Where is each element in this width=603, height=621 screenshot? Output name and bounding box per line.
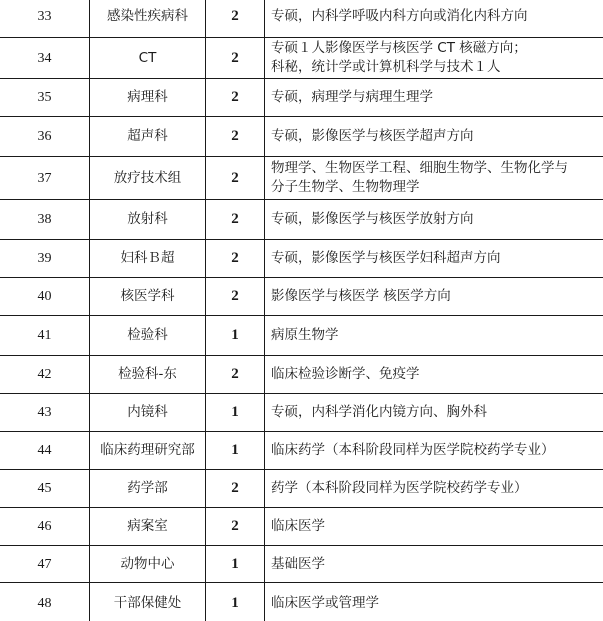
requirement-line: 临床药学（本科阶段同样为医学院校药学专业） [271,442,555,458]
department-name: 干部保健处 [90,583,206,621]
hire-count: 2 [206,240,265,278]
requirement-line: 分子生物学、生物物理学 [271,179,420,195]
table-row [0,38,603,79]
table-row [0,278,603,316]
table-row [0,157,603,200]
row-number: 33 [0,0,90,38]
table-row [0,0,603,38]
row-number: 42 [0,356,90,394]
row-number: 37 [0,157,90,200]
row-number: 48 [0,583,90,621]
major-requirement [265,583,603,621]
major-requirement [265,38,603,79]
department-name: 病案室 [90,508,206,546]
requirement-line: 影像医学与核医学 核医学方向 [271,288,451,304]
major-requirement [265,316,603,356]
requirement-line: 药学（本科阶段同样为医学院校药学专业） [271,480,528,496]
major-requirement [265,432,603,470]
major-requirement [265,508,603,546]
table-row [0,470,603,508]
hire-count: 2 [206,470,265,508]
department-name: 药学部 [90,470,206,508]
table-row [0,316,603,356]
major-requirement [265,200,603,240]
table-row [0,200,603,240]
row-number: 43 [0,394,90,432]
requirement-line: 物理学、生物医学工程、细胞生物学、生物化学与 [271,160,568,176]
table-row [0,583,603,621]
requirement-line: 临床医学 [271,518,325,534]
department-name: 核医学科 [90,278,206,316]
row-number: 46 [0,508,90,546]
requirement-line: 专硕，影像医学与核医学放射方向 [271,211,474,227]
department-name: 超声科 [90,117,206,157]
hire-count: 2 [206,0,265,38]
hire-count: 1 [206,394,265,432]
major-requirement [265,356,603,394]
table-row [0,508,603,546]
major-requirement [265,0,603,38]
table-row [0,432,603,470]
department-name: 临床药理研究部 [90,432,206,470]
table-row [0,356,603,394]
table-row [0,394,603,432]
row-number: 47 [0,546,90,583]
table-row [0,79,603,117]
row-number: 39 [0,240,90,278]
hire-count: 2 [206,117,265,157]
requirement-line: 专硕，病理学与病理生理学 [271,89,433,105]
hire-count: 1 [206,316,265,356]
department-name: 病理科 [90,79,206,117]
requirement-line: 专硕，内科学消化内镜方向、胸外科 [271,404,487,420]
hire-count: 2 [206,200,265,240]
requirement-line: 临床医学或管理学 [271,595,379,611]
row-number: 40 [0,278,90,316]
department-name: 放射科 [90,200,206,240]
requirement-line: 临床检验诊断学、免疫学 [271,366,420,382]
requirement-line: 专硕，影像医学与核医学超声方向 [271,128,474,144]
hire-count: 2 [206,157,265,200]
major-requirement [265,157,603,200]
major-requirement [265,117,603,157]
row-number: 34 [0,38,90,79]
department-name: 检验科-东 [90,356,206,394]
hire-count: 1 [206,546,265,583]
hire-count: 1 [206,432,265,470]
requirement-line: 基础医学 [271,555,325,572]
table-row [0,117,603,157]
requirement-line: 专硕，内科学呼吸内科方向或消化内科方向 [271,7,528,24]
row-number: 36 [0,117,90,157]
table-row [0,240,603,278]
table-row [0,546,603,583]
hire-count: 2 [206,356,265,394]
hire-count: 2 [206,508,265,546]
major-requirement [265,546,603,583]
major-requirement [265,278,603,316]
requirement-line: 病原生物学 [271,327,339,343]
row-number: 45 [0,470,90,508]
major-requirement [265,470,603,508]
department-name: 妇科Ｂ超 [90,240,206,278]
row-number: 35 [0,79,90,117]
row-number: 38 [0,200,90,240]
department-name: 感染性疾病科 [90,0,206,38]
department-name: CT [90,38,206,79]
department-name: 检验科 [90,316,206,356]
hire-count: 2 [206,79,265,117]
department-name: 动物中心 [90,546,206,583]
major-requirement [265,79,603,117]
requirement-line: 专硕１人影像医学与核医学 CT 核磁方向； [271,40,527,56]
row-number: 41 [0,316,90,356]
requirement-line: 专硕，影像医学与核医学妇科超声方向 [271,250,501,266]
row-number: 44 [0,432,90,470]
requirement-line: 科秘，统计学或计算机科学与技术１人 [271,59,501,75]
hire-count: 2 [206,38,265,79]
major-requirement [265,240,603,278]
hire-count: 2 [206,278,265,316]
department-name: 内镜科 [90,394,206,432]
hire-count: 1 [206,583,265,621]
major-requirement [265,394,603,432]
department-name: 放疗技术组 [90,157,206,200]
